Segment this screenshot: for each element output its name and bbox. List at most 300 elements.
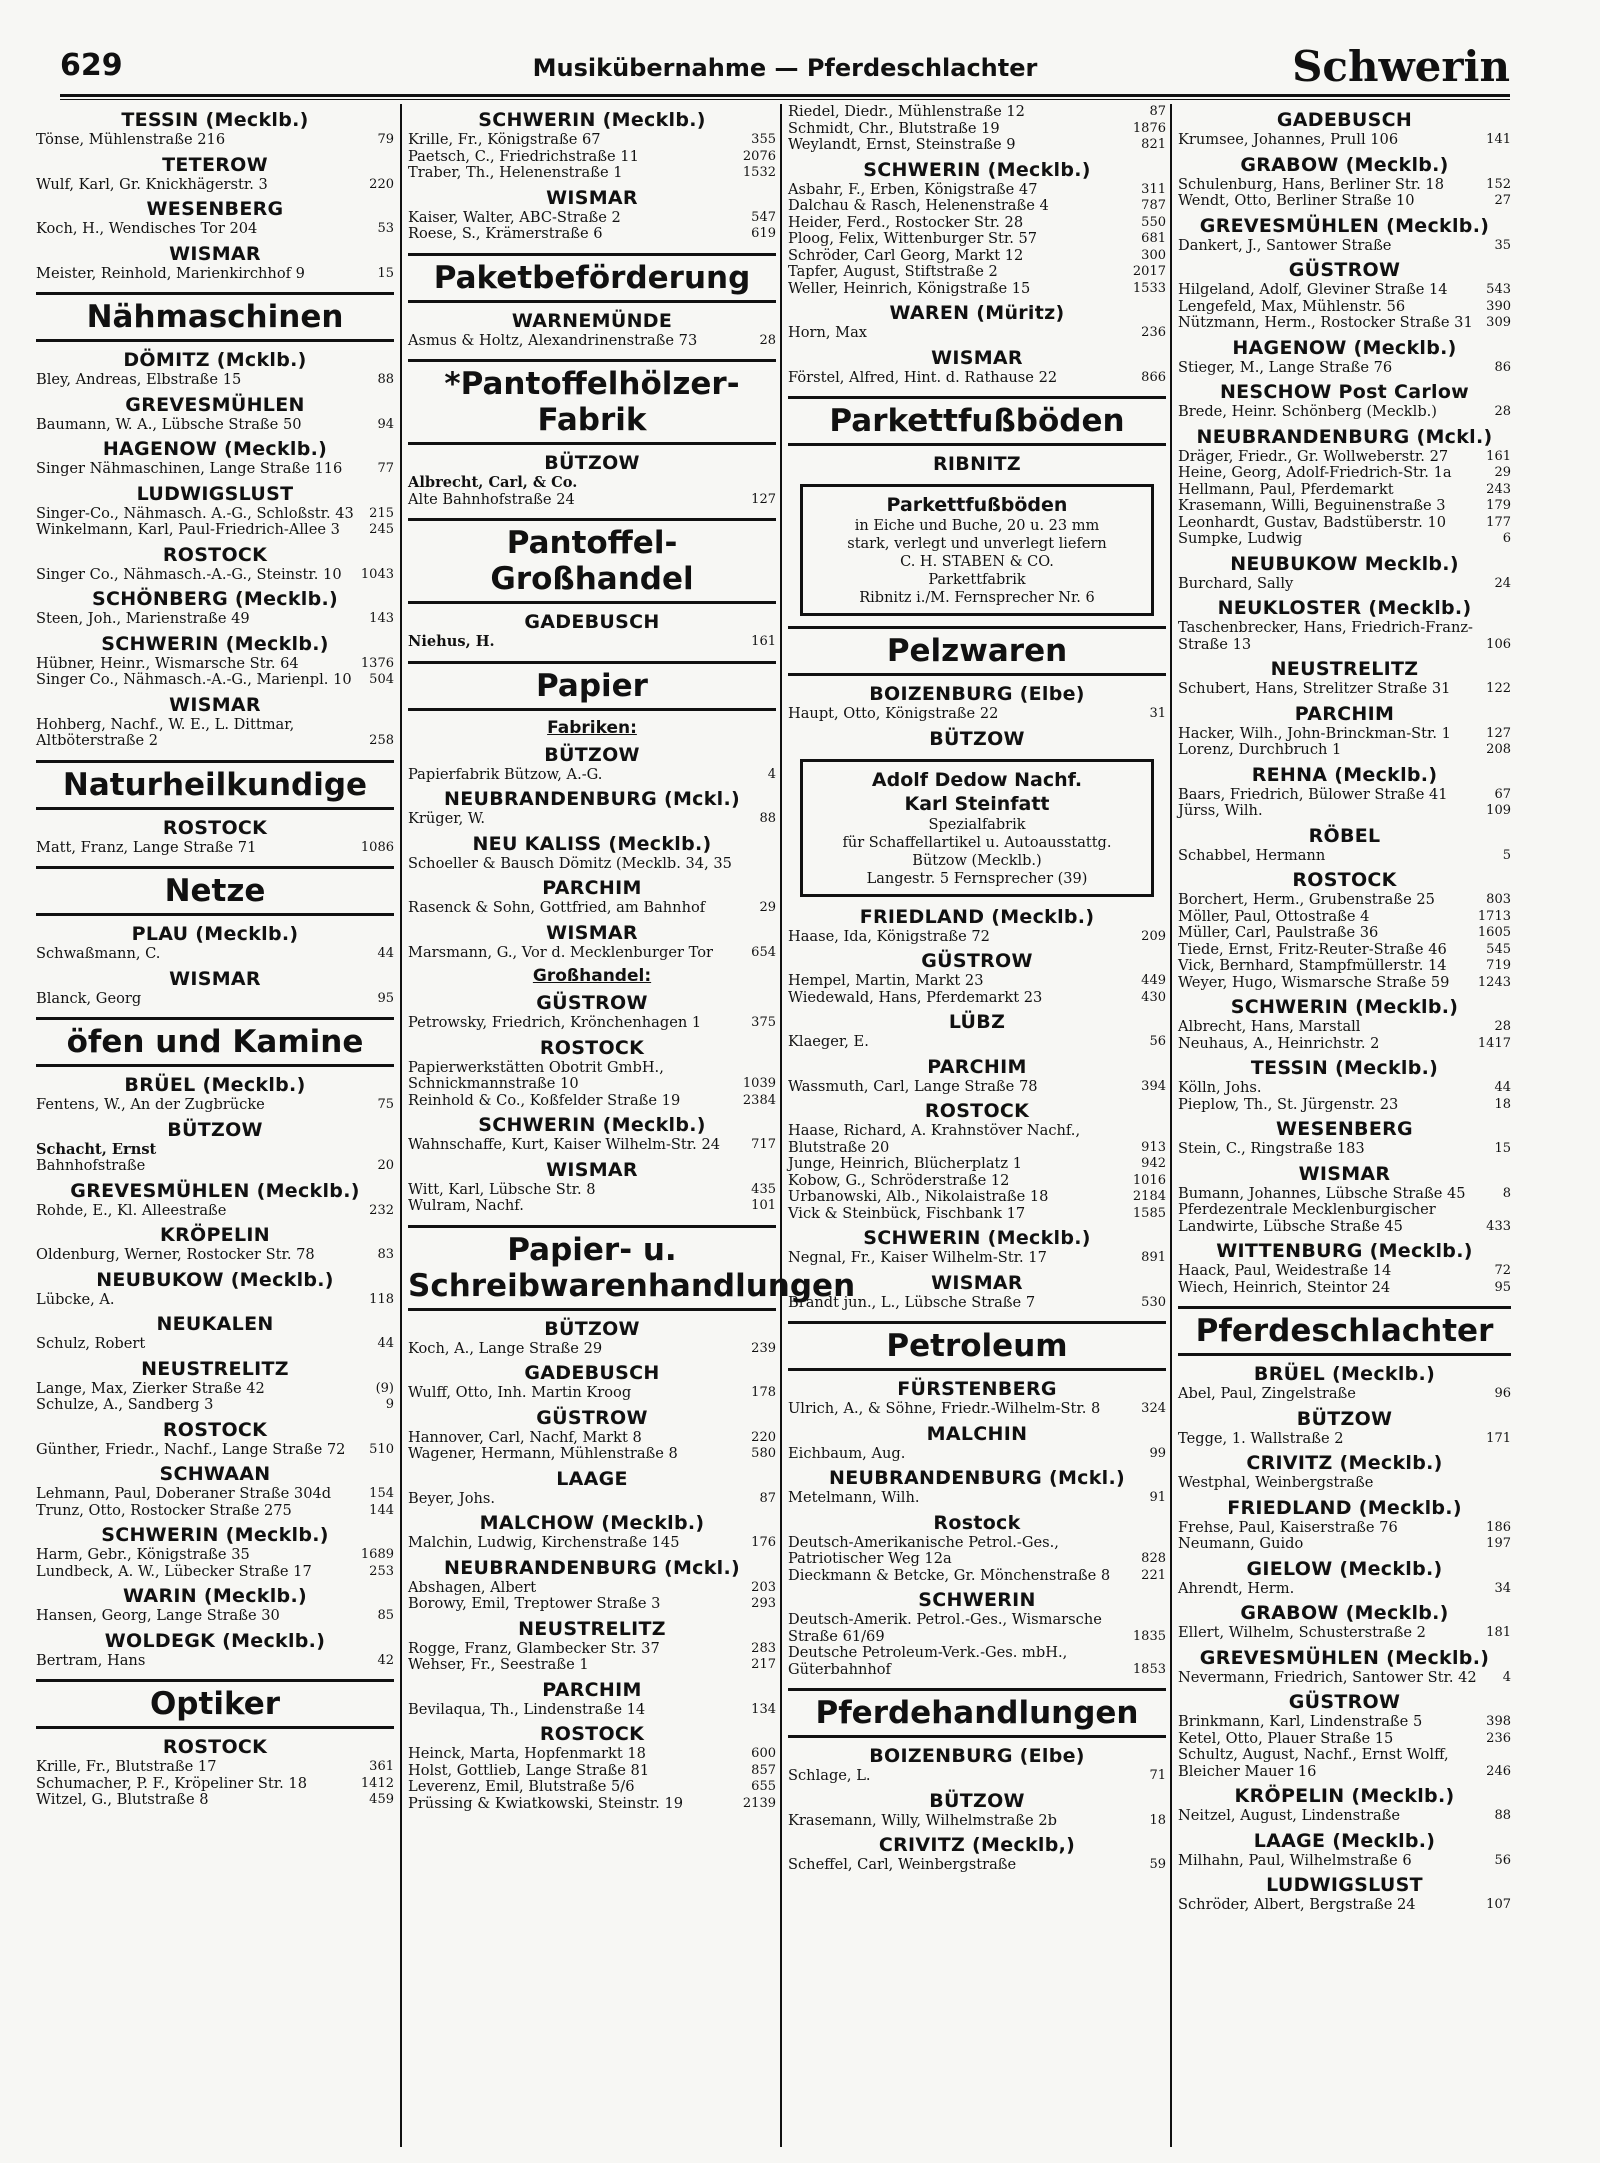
entry-name: Schabbel, Hermann [1178,846,1326,864]
entry-phone [368,733,394,750]
entry-phone [1485,848,1511,865]
directory-entry [1178,404,1511,421]
phone-number: 8 [1502,1185,1511,1201]
entry-name: Prüssing & Kwiatkowski, Steinstr. 19 [408,1794,684,1812]
town-heading: WISMAR [169,693,261,716]
entry-phone [750,333,776,350]
entry-phone [1140,1768,1166,1785]
entry-name: Hellmann, Paul, Pferdemarkt [1178,480,1394,498]
directory-entry [36,1759,394,1776]
town-heading: WOLDEGK (Mecklb.) [104,1629,326,1652]
entry-phone [1485,132,1511,149]
phone-number: 9 [385,1397,394,1412]
phone-number: 1713 [1477,908,1511,924]
entry-phone [368,177,394,194]
directory-entry [36,1158,394,1175]
entry-name: Wendt, Otto, Berliner Straße 10 [1178,192,1415,209]
directory-entry [408,1198,776,1215]
category-heading: Paketbeförderung [408,253,776,303]
entry-phone [1140,215,1166,232]
entry-phone [1133,1189,1166,1206]
entry-phone [1485,892,1511,909]
directory-entry [1178,1080,1511,1097]
directory-entry [788,1206,1166,1223]
phone-number: 2384 [742,1092,776,1108]
phone-number: 134 [751,1701,776,1717]
entry-name: Nützmann, Herm., Rostocker Straße 31 [1178,314,1473,331]
directory-entry [788,1568,1166,1585]
phone-number: 1689 [360,1547,394,1562]
phone-number: 2076 [742,148,776,164]
phone-number: 2139 [742,1795,776,1811]
entry-name: Vick & Steinbück, Fischbank 17 [788,1204,1026,1222]
entry-name: Metelmann, Wilh. [788,1489,920,1506]
phone-number: 31 [1149,706,1166,721]
entry-phone [750,1341,776,1358]
entry-phone [361,567,394,584]
directory-entry [1178,315,1511,332]
entry-phone [750,1535,776,1552]
entry-phone [368,132,394,149]
town-heading: NEUSTRELITZ [141,1357,289,1380]
ad-line: Ribnitz i./M. Fernsprecher Nr. 6 [859,590,1095,606]
directory-entry [408,767,776,784]
entry-phone [1478,909,1511,926]
directory-entry [36,1442,394,1459]
entry-phone [750,1779,776,1796]
entry-name: Neumann, Guido [1178,1535,1304,1552]
directory-entry [36,1247,394,1264]
phone-number: 375 [751,1015,776,1030]
entry-name: Deutsche Petroleum-Verk.-Ges. mbH., Güterbahnhof [788,1644,1068,1678]
entry-phone [1140,231,1166,248]
phone-number: 803 [1486,892,1511,907]
entry-name: Rogge, Franz, Glambecker Str. 37 [408,1639,660,1657]
entry-name: Beyer, Johs. [408,1489,496,1507]
town-heading: WESENBERG [1276,1118,1413,1140]
entry-name: Rohde, E., Kl. Alleestraße [36,1201,227,1219]
entry-phone [1140,1568,1166,1585]
entry-name: Schumacher, P. F., Kröpeliner Str. 18 [36,1774,307,1792]
entry-name: Brandt jun., L., Lübsche Straße 7 [788,1293,1036,1311]
category-heading: Pantoffel-Großhandel [408,518,776,604]
entry-name: Hacker, Wilh., John-Brinckman-Str. 1 [1178,724,1451,742]
town-heading: WITTENBURG (Mecklb.) [1216,1240,1473,1262]
directory-entry [1178,848,1511,865]
entry-phone [1485,1080,1511,1097]
directory-entry [408,1446,776,1463]
directory-entry [36,1336,394,1353]
phone-number: 221 [1141,1567,1166,1583]
entry-phone [368,1397,394,1414]
entry-name: Koch, A., Lange Straße 29 [408,1339,603,1357]
ad-line: Bützow (Mecklb.) [912,852,1042,869]
entry-phone [1485,1019,1511,1036]
phone-number: 1835 [1132,1628,1166,1644]
town-heading: NEUKALEN [156,1313,274,1335]
town-heading: NEUBRANDENBURG (Mckl.) [829,1467,1125,1489]
page-number: 629 [60,48,123,83]
entry-phone [1485,1853,1511,1870]
town-heading: PLAU (Mecklb.) [131,923,299,945]
category-heading: Nähmaschinen [36,292,394,342]
town-heading: WAREN (Müritz) [889,302,1065,324]
directory-entry [408,226,776,243]
entry-phone [1140,1813,1166,1830]
town-heading: SCHÖNBERG (Mecklb.) [92,588,338,610]
directory-entry [408,811,776,828]
column-3 [780,104,1172,2147]
entry-phone [750,226,776,243]
entry-phone [1478,975,1511,992]
phone-number: 258 [369,733,394,748]
entry-name: Pieplow, Th., St. Jürgenstr. 23 [1178,1095,1399,1113]
town-heading: ROSTOCK [539,1723,645,1745]
directory-entry [1178,620,1511,653]
entry-name: Abshagen, Albert [408,1578,537,1596]
category-heading: Optiker [36,1679,394,1729]
entry-phone [1485,576,1511,593]
entry-name: Blanck, Georg [36,989,142,1007]
directory-entry [1178,1747,1511,1780]
directory-entry [788,1535,1166,1568]
entry-phone [368,1203,394,1220]
phone-number: (9) [375,1380,394,1396]
entry-name: Bevilaqua, Th., Lindenstraße 14 [408,1700,646,1718]
directory-entry [1178,177,1511,194]
town-heading: GREVESMÜHLEN [125,393,305,416]
phone-number: 154 [369,1486,394,1501]
directory-entry [1178,576,1511,593]
entry-phone [1485,1097,1511,1114]
entry-name: Sumpke, Ludwig [1178,530,1303,547]
entry-phone [368,1759,394,1776]
town-heading: SCHWAAN [159,1463,271,1485]
phone-number: 83 [377,1247,394,1262]
town-heading: WISMAR [546,186,638,209]
phone-number: 56 [1494,1852,1511,1868]
phone-number: 27 [1494,193,1511,208]
entry-name: Winkelmann, Karl, Paul-Friedrich-Allee 3 [36,521,340,538]
entry-phone [1485,787,1511,804]
category-heading: öfen und Kamine [36,1017,394,1067]
phone-number: 619 [751,226,776,241]
directory-entry [788,182,1166,199]
directory-entry [36,991,394,1008]
directory-entry [36,1486,394,1503]
directory-entry [1178,515,1511,532]
entry-phone [1485,282,1511,299]
entry-name: Albrecht, Hans, Marstall [1178,1018,1361,1035]
phone-number: 309 [1486,315,1511,330]
directory-entry [788,973,1166,990]
phone-number: 28 [759,332,776,348]
entry-name: Haase, Richard, A. Krahnstöver Nachf., Blutstraße 20 [788,1122,1081,1156]
entry-phone [361,1776,394,1793]
entry-phone [1485,803,1511,820]
entry-name: Borchert, Herm., Grubenstraße 25 [1178,891,1435,908]
phone-number: 95 [377,990,394,1006]
phone-number: 543 [1486,282,1511,297]
entry-phone [1140,370,1166,387]
directory-entry [1178,299,1511,316]
phone-number: 161 [751,634,776,649]
town-heading: FRIEDLAND (Mecklb.) [859,905,1095,928]
entry-name: Hilgeland, Adolf, Gleviner Straße 14 [1178,281,1448,298]
phone-number: 2184 [1132,1189,1166,1204]
directory-entry [788,1645,1166,1678]
directory-entry [408,1596,776,1613]
directory-entry [408,634,776,651]
entry-name: Lange, Max, Zierker Straße 42 [36,1379,265,1397]
entry-phone [750,1491,776,1508]
entry-phone [1140,137,1166,154]
phone-number: 1016 [1132,1172,1166,1188]
phone-number: 580 [751,1446,776,1461]
directory-entry [408,1093,776,1110]
phone-number: 246 [1486,1763,1511,1779]
entry-name: Wehser, Fr., Seestraße 1 [408,1656,589,1673]
entry-phone [750,1596,776,1613]
entry-phone [1485,1219,1511,1236]
town-heading: NEUBRANDENBURG (Mckl.) [444,788,740,810]
directory-entry [36,946,394,963]
entry-phone [1133,121,1166,138]
category-heading: Parkettfußböden [788,396,1166,446]
directory-entry [36,1203,394,1220]
directory-entry [36,672,394,689]
phone-number: 433 [1486,1218,1511,1234]
town-heading: BOIZENBURG (Elbe) [869,1745,1085,1767]
entry-name: Nevermann, Friedrich, Santower Str. 42 [1178,1668,1477,1686]
entry-phone [1485,449,1511,466]
entry-phone [750,1580,776,1597]
entry-name: Paetsch, C., Friedrichstraße 11 [408,147,639,165]
directory-entry [1178,1019,1511,1036]
ad-line: Adolf Dedow Nachf. [871,768,1083,791]
phone-number: 101 [751,1198,776,1213]
phone-number: 239 [751,1340,776,1356]
phone-number: 510 [369,1441,394,1457]
entry-phone [750,1430,776,1447]
entry-phone [750,1641,776,1658]
directory-entry [1178,942,1511,959]
phone-number: 1417 [1477,1035,1511,1051]
entry-phone [368,1486,394,1503]
town-heading: SCHWERIN (Mecklb.) [863,1227,1091,1249]
phone-number: 178 [751,1385,776,1400]
town-heading: SCHWERIN (Mecklb.) [478,109,706,131]
entry-name: Schlage, L. [788,1767,871,1784]
entry-name: Schwaßmann, C. [36,945,161,962]
directory-entry [1178,726,1511,743]
town-heading: RIBNITZ [933,453,1021,475]
directory-entry [1178,1097,1511,1114]
directory-entry [408,1535,776,1552]
directory-entry [36,522,394,539]
directory-entry [1178,360,1511,377]
town-heading: WARIN (Mecklb.) [123,1585,307,1607]
phone-number: 95 [1494,1279,1511,1295]
entry-phone [1133,264,1166,281]
entry-name: Wagener, Hermann, Mühlenstraße 8 [408,1445,678,1462]
entry-name: Wulram, Nachf. [408,1197,524,1214]
entry-name: Schubert, Hans, Strelitzer Straße 31 [1178,680,1451,697]
entry-phone [1485,299,1511,316]
entry-phone [1485,681,1511,698]
entry-name: Krille, Fr., Königstraße 67 [408,131,601,148]
entry-phone [750,900,776,917]
entry-name: Lengefeld, Max, Mühlenstr. 56 [1178,297,1406,315]
town-heading: Rostock [933,1511,1021,1534]
entry-name: Wassmuth, Carl, Lange Straße 78 [788,1077,1038,1095]
phone-number: 42 [377,1652,394,1668]
phone-number: 88 [759,811,776,826]
entry-phone [1485,1670,1511,1687]
directory-entry [36,1776,394,1793]
directory-entry [1178,1431,1511,1448]
entry-name: Lübcke, A. [36,1290,115,1308]
entry-phone [743,165,776,182]
phone-number: 459 [369,1792,394,1807]
town-heading: GÜSTROW [536,992,648,1014]
entry-phone [368,611,394,628]
entry-name: Meister, Reinhold, Marienkirchhof 9 [36,264,305,282]
entry-name: Krasemann, Willi, Beguinenstraße 3 [1178,497,1446,514]
town-heading: LUDWIGSLUST [1266,1874,1423,1896]
entry-name: Trunz, Otto, Rostocker Straße 275 [36,1501,292,1519]
directory-entry [1178,925,1511,942]
town-heading: NEUBUKOW Mecklb.) [1230,552,1459,575]
town-heading: PARCHIM [927,1055,1027,1078]
entry-name: Günther, Friedr., Nachf., Lange Straße 72 [36,1440,346,1458]
entry-phone [1485,958,1511,975]
directory-entry [36,461,394,478]
directory-entry [788,1446,1166,1463]
entry-phone [1140,1857,1166,1874]
entry-phone [368,461,394,478]
phone-number: 4 [767,766,776,782]
phone-number: 44 [377,946,394,961]
phone-number: 217 [751,1657,776,1672]
town-heading: NEUSTRELITZ [1270,658,1419,680]
phone-number: 1532 [742,165,776,180]
directory-entry [788,1250,1166,1267]
entry-name: Milhahn, Paul, Wilhelmstraße 6 [1178,1851,1412,1869]
directory-entry [408,1137,776,1154]
entry-phone [743,1076,776,1093]
phone-number: 29 [759,900,776,915]
entry-phone [1133,1662,1166,1679]
phone-number: 787 [1141,198,1166,213]
directory-entry [1178,1475,1511,1492]
phone-number: 106 [1486,636,1511,652]
entry-name: Heinck, Marta, Hopfenmarkt 18 [408,1745,646,1762]
phone-number: 435 [751,1181,776,1197]
phone-number: 18 [1149,1812,1166,1828]
entry-name: Lorenz, Durchbruch 1 [1178,741,1342,758]
entry-name: Ahrendt, Herm. [1178,1579,1295,1597]
directory-entry [1178,1625,1511,1642]
advertisement-box [800,484,1154,616]
town-heading: GRABOW (Mecklb.) [1240,1602,1449,1624]
phone-number: 87 [1149,104,1166,119]
entry-phone [1133,1629,1166,1646]
entry-name: Niehus, H. [408,633,495,650]
directory-entry [36,1397,394,1414]
ad-line: Parkettfabrik [928,572,1026,588]
entry-name: Deutsch-Amerik. Petrol.-Ges., Wismarsche Straße 61/69 [788,1611,1102,1645]
phone-number: 67 [1494,786,1511,802]
town-heading: GREVESMÜHLEN (Mecklb.) [1199,1646,1490,1669]
town-heading: REHNA (Mecklb.) [1251,763,1438,786]
town-heading: GREVESMÜHLEN (Mecklb.) [1199,214,1490,237]
directory-entry [788,215,1166,232]
entry-phone [368,1653,394,1670]
directory-entry [408,492,776,509]
phone-number: 122 [1486,681,1511,696]
town-heading: WISMAR [546,921,638,944]
entry-name: Heine, Georg, Adolf-Friedrich-Str. 1a [1178,464,1452,481]
directory-entry [1178,132,1511,149]
phone-number: 654 [751,944,776,960]
entry-phone [1140,929,1166,946]
town-heading: GÜSTROW [1288,259,1401,281]
directory-entry [1178,1263,1511,1280]
directory-entry [36,567,394,584]
directory-entry [1178,1520,1511,1537]
entry-phone [750,132,776,149]
directory-entry [36,1142,394,1159]
town-heading: GADEBUSCH [524,611,660,633]
phone-number: 59 [1149,1857,1166,1872]
town-heading: BRÜEL (Mecklb.) [124,1074,306,1096]
entry-name: Bumann, Johannes, Lübsche Straße 45 [1178,1184,1466,1202]
directory-entry [408,1491,776,1508]
directory-entry [408,1385,776,1402]
column-4 [1170,104,1517,2147]
town-heading: ROSTOCK [924,1100,1030,1122]
phone-number: 1853 [1132,1661,1166,1677]
phone-number: 1585 [1132,1205,1166,1221]
phone-number: 144 [369,1502,394,1518]
entry-phone [368,522,394,539]
entry-name: Schacht, Ernst [36,1140,157,1158]
phone-number: 5 [1502,847,1511,863]
entry-name: Brede, Heinr. Schönberg (Mecklb.) [1178,403,1437,420]
phone-number: 719 [1486,958,1511,973]
entry-phone [1485,1714,1511,1731]
entry-phone [1485,1808,1511,1825]
directory-entry [36,611,394,628]
phone-number: 355 [751,132,776,147]
phone-number: 203 [751,1579,776,1595]
category-heading: Netze [36,866,394,916]
entry-name: Albrecht, Carl, & Co. [408,474,578,491]
entry-phone [368,946,394,963]
entry-name: Hempel, Martin, Markt 23 [788,972,984,989]
phone-number: 176 [751,1535,776,1550]
directory-entry [788,1189,1166,1206]
entry-name: Bertram, Hans [36,1651,146,1669]
phone-number: 545 [1486,941,1511,957]
town-heading: ROSTOCK [162,1418,268,1441]
phone-number: 56 [1149,1034,1166,1049]
directory-entry [36,1292,394,1309]
entry-phone [368,417,394,434]
phone-number: 88 [1494,1808,1511,1823]
directory-entry [788,121,1166,138]
